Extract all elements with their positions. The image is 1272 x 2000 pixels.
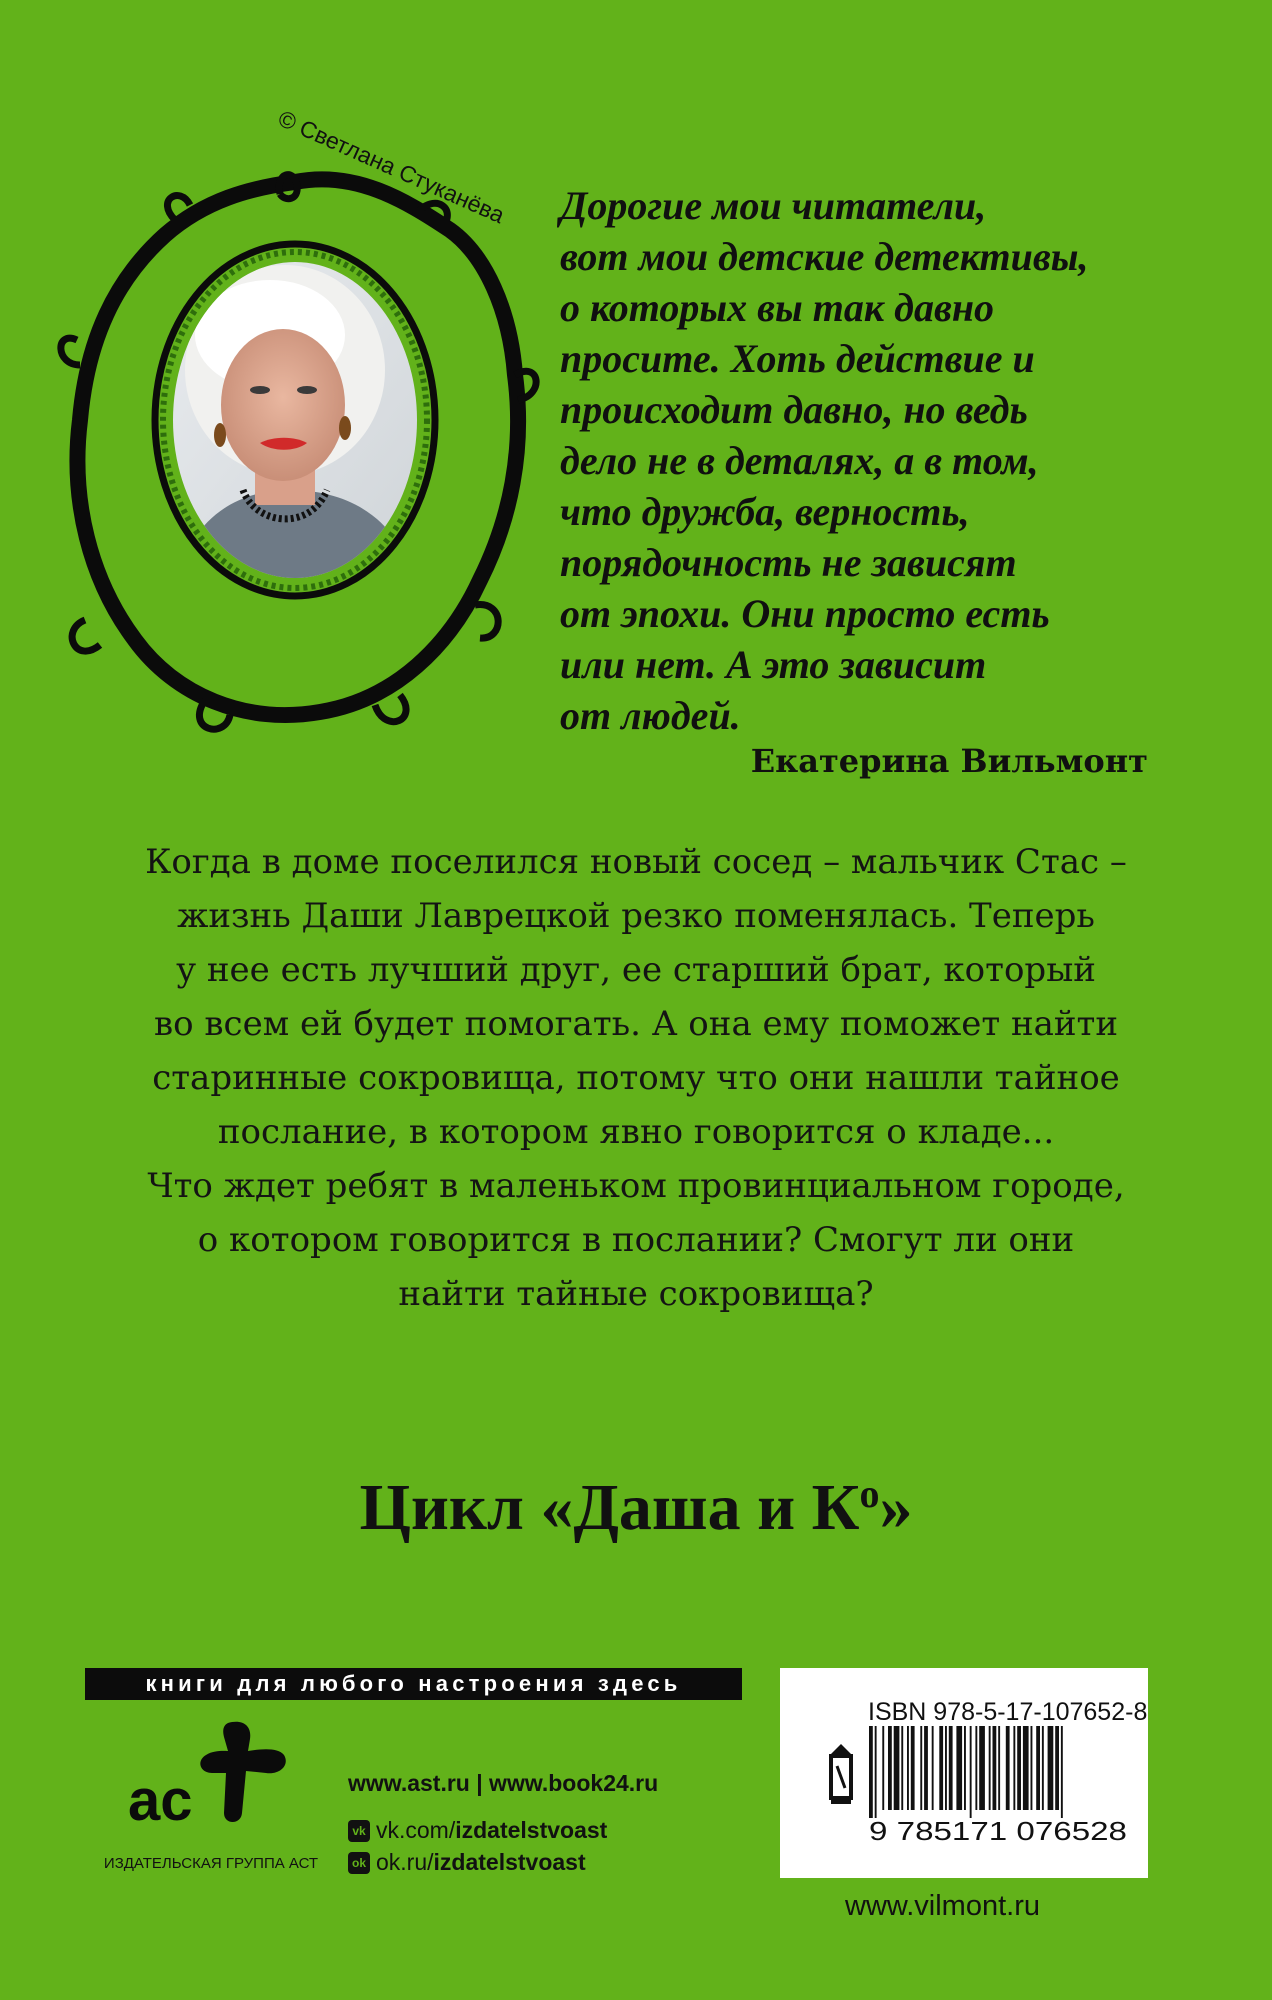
barcode-bar — [1055, 1726, 1059, 1810]
barcode-bar — [1017, 1726, 1021, 1810]
barcode-bar — [1023, 1726, 1029, 1810]
barcode-bar — [875, 1726, 877, 1818]
series-suffix: » — [879, 1471, 913, 1544]
annotation-line: у нее есть лучший друг, ее старший брат, который — [176, 950, 1096, 990]
author-portrait — [55, 160, 540, 745]
barcode-bar — [932, 1726, 934, 1810]
publisher-tagline: книги для любого настроения здесь — [85, 1668, 742, 1700]
ok-icon: ok — [348, 1852, 370, 1874]
ok-handle: izdatelstvoast — [433, 1849, 586, 1875]
vk-handle: izdatelstvoast — [455, 1817, 608, 1843]
barcode-bar — [911, 1726, 915, 1810]
barcode-bar — [970, 1726, 972, 1818]
barcode-bar — [975, 1726, 977, 1810]
photo-credit: © Светлана Стуканёва — [274, 105, 509, 229]
quote-line: что дружба, верность, — [560, 489, 970, 534]
barcode-bar — [1042, 1726, 1044, 1810]
lantern-icon — [829, 1744, 853, 1804]
quote-line: вот мои детские детективы, — [560, 234, 1089, 279]
quote-author: Екатерина Вильмонт — [750, 742, 1148, 780]
annotation-line: старинные сокровища, потому что они нашли тайное — [152, 1058, 1120, 1098]
vk-icon: vk — [348, 1820, 370, 1842]
author-site-url[interactable]: www.vilmont.ru — [845, 1890, 1040, 1922]
barcode-bar — [882, 1726, 884, 1810]
barcode-bar — [894, 1726, 900, 1810]
annotation-line: послание, в котором явно говорится о кладе... — [217, 1112, 1055, 1152]
barcode-bars — [825, 1726, 1135, 1846]
isbn-barcode — [780, 1668, 1148, 1878]
barcode-bar — [1006, 1726, 1010, 1810]
barcode-bar — [945, 1726, 947, 1810]
ok-prefix: ok.ru/ — [376, 1849, 434, 1875]
annotation-line: Что ждет ребят в маленьком провинциальном городе, — [147, 1166, 1125, 1206]
quote-line: порядочность не зависят — [560, 540, 1017, 585]
publisher-name: ИЗДАТЕЛЬСКАЯ ГРУППА АСТ — [103, 1855, 319, 1872]
barcode-bar — [956, 1726, 962, 1810]
social-vk-link[interactable] — [348, 1817, 607, 1844]
annotation-line: о котором говорится в послании? Смогут ли они — [197, 1220, 1075, 1260]
quote-line: от людей. — [560, 693, 741, 738]
social-ok-link[interactable] — [348, 1849, 586, 1876]
barcode-bar — [1048, 1726, 1054, 1810]
quote-line: Дорогие мои читатели, — [560, 183, 987, 228]
quote-line: просите. Хоть действие и — [560, 336, 1035, 381]
barcode-bar — [1013, 1726, 1015, 1810]
quote-line: происходит давно, но ведь — [560, 387, 1028, 432]
annotation-line: Когда в доме поселился новый сосед – мальчик Стас – — [145, 842, 1127, 882]
barcode-bar — [998, 1726, 1000, 1810]
quote-line: о которых вы так давно — [560, 285, 995, 330]
series-title — [0, 1470, 1272, 1546]
barcode-bar — [989, 1726, 991, 1810]
barcode-bar — [949, 1726, 953, 1810]
quote-line: дело не в деталях, а в том, — [560, 438, 1039, 483]
vk-prefix: vk.com/ — [376, 1817, 456, 1843]
barcode-bar — [920, 1726, 922, 1810]
barcode-bar — [979, 1726, 985, 1810]
series-superscript: о — [859, 1471, 880, 1516]
annotation-line: жизнь Даши Лаврецкой резко поменялась. Теперь — [177, 896, 1095, 936]
barcode-bar — [964, 1726, 966, 1810]
ast-logo-text: ас — [128, 1768, 193, 1833]
publisher-sites[interactable]: www.ast.ru | www.book24.ru — [348, 1770, 659, 1796]
barcode-bar — [1031, 1726, 1033, 1810]
barcode-bar — [1036, 1726, 1040, 1810]
series-prefix: Цикл «Даша и К — [359, 1471, 860, 1544]
barcode-digits: 9 785171 076528 — [869, 1816, 1127, 1846]
annotation-line: во всем ей будет помогать. А она ему поможет найти — [153, 1004, 1119, 1044]
barcode-bar — [907, 1726, 909, 1810]
barcode-bar — [993, 1726, 997, 1810]
barcode-bar — [869, 1726, 873, 1818]
barcode-bar — [924, 1726, 928, 1810]
author-quote — [560, 180, 1200, 741]
isbn-text: ISBN 978-5-17-107652-8 — [868, 1698, 1148, 1726]
barcode-bar — [1061, 1726, 1063, 1818]
barcode-bar — [901, 1726, 903, 1810]
book-annotation — [60, 835, 1212, 1321]
quote-line: или нет. А это зависит — [560, 642, 987, 687]
ast-logo-icon — [120, 1715, 300, 1845]
barcode-bar — [939, 1726, 943, 1810]
ast-logo — [120, 1715, 300, 1845]
annotation-line: найти тайные сокровища? — [398, 1274, 874, 1314]
barcode-bar — [888, 1726, 892, 1810]
quote-line: от эпохи. Они просто есть — [560, 591, 1050, 636]
portrait-frame — [55, 160, 540, 745]
